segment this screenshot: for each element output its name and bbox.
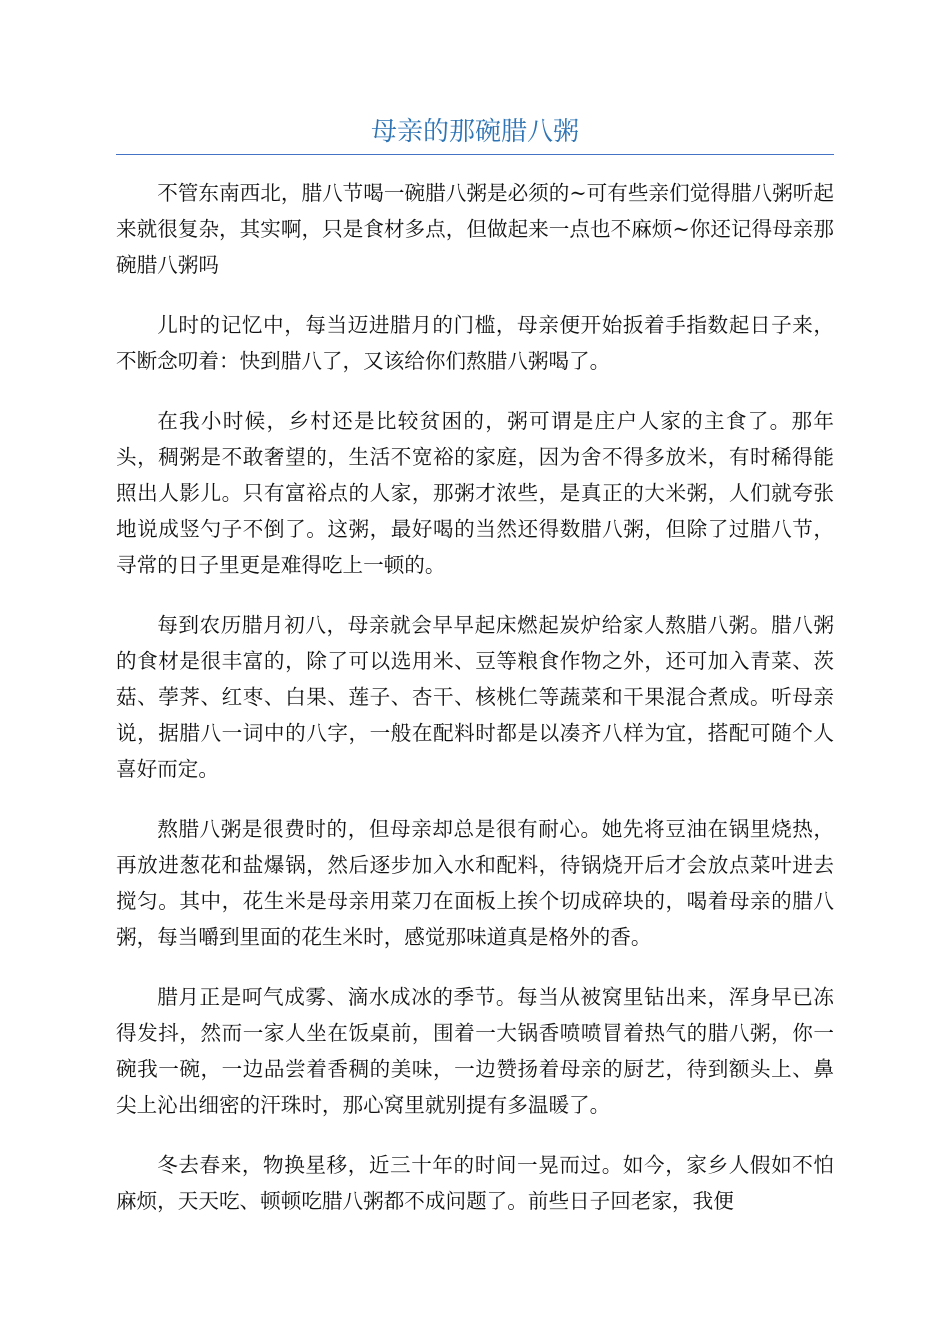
paragraph: 在我小时候，乡村还是比较贫困的，粥可谓是庄户人家的主食了。那年头，稠粥是不敢奢望的，生活不宽裕的家庭，因为舍不得多放米，有时稀得能照出人影儿。只有富裕点的人家，那粥才浓些，是真正的大米粥，人们就夸张地说成竖勺子不倒了。这粥，最好喝的当然还得数腊八粥，但除了过腊八节，寻常的日子里更是难得吃上一顿的。 <box>116 409 834 577</box>
paragraph: 儿时的记忆中，每当迈进腊月的门槛，母亲便开始扳着手指数起日子来，不断念叨着：快到腊八了，又该给你们熬腊八粥喝了。 <box>116 313 834 373</box>
paragraph: 腊月正是呵气成雾、滴水成冰的季节。每当从被窝里钻出来，浑身早已冻得发抖，然而一家人坐在饭桌前，围着一大锅香喷喷冒着热气的腊八粥，你一碗我一碗，一边品尝着香稠的美味，一边赞扬着母亲的厨艺，待到额头上、鼻尖上沁出细密的汗珠时，那心窝里就别提有多温暖了。 <box>116 985 834 1117</box>
paragraph: 不管东南西北，腊八节喝一碗腊八粥是必须的~可有些亲们觉得腊八粥听起来就很复杂，其实啊，只是食材多点，但做起来一点也不麻烦~你还记得母亲那碗腊八粥吗 <box>116 181 834 277</box>
document-body <box>116 175 834 1243</box>
document-title: 母亲的那碗腊八粥 <box>370 117 579 147</box>
paragraph: 每到农历腊月初八，母亲就会早早起床燃起炭炉给家人熬腊八粥。腊八粥的食材是很丰富的，除了可以选用米、豆等粮食作物之外，还可加入青菜、茨菇、荸荠、红枣、白果、莲子、杏干、核桃仁等蔬菜和干果混合煮成。听母亲说，据腊八一词中的八字，一般在配料时都是以凑齐八样为宜，搭配可随个人喜好而定。 <box>116 613 834 781</box>
paragraph: 熬腊八粥是很费时的，但母亲却总是很有耐心。她先将豆油在锅里烧热，再放进葱花和盐爆锅，然后逐步加入水和配料，待锅烧开后才会放点菜叶进去搅匀。其中，花生米是母亲用菜刀在面板上挨个切成碎块的，喝着母亲的腊八粥，每当嚼到里面的花生米时，感觉那味道真是格外的香。 <box>116 817 834 949</box>
paragraph: 冬去春来，物换星移，近三十年的时间一晃而过。如今，家乡人假如不怕麻烦，天天吃、顿顿吃腊八粥都不成问题了。前些日子回老家，我便 <box>116 1153 834 1213</box>
title-underline <box>116 154 834 155</box>
